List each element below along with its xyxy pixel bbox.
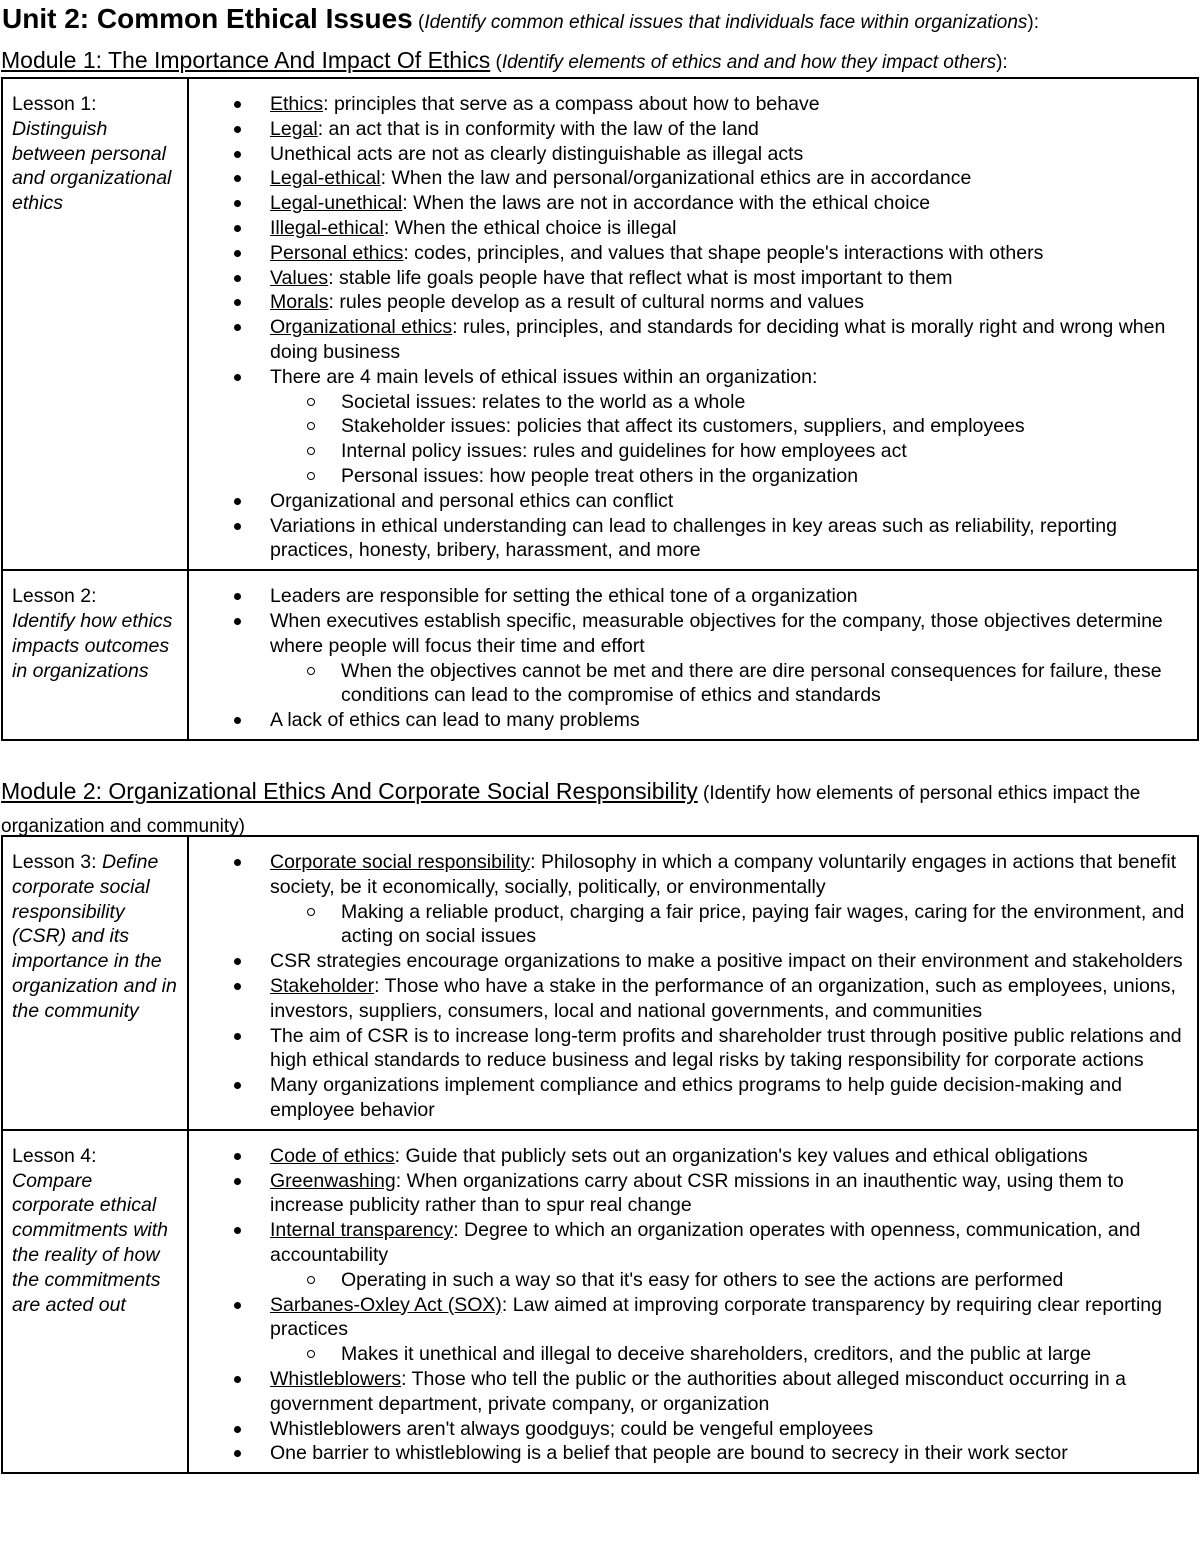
bullet-text: Unethical acts are not as clearly distinguishable as illegal acts [270,142,804,165]
lesson-row [2,836,1198,1130]
bullet-text: : When the laws are not in accordance with the ethical choice [402,192,931,215]
bullet-text: : Law aimed at improving corporate transparency by requiring clear reporting practices [270,1293,1162,1341]
lesson-number: Lesson 2: [12,585,97,608]
bullet-text: There are 4 main levels of ethical issues within an organization: [270,365,818,388]
bullet-item [189,850,1191,949]
sub-bullet-list [270,1342,1191,1367]
bullet-item [189,489,1191,514]
unit-title-text: Unit 2: Common Ethical Issues [2,3,413,34]
module-2-title: Module 2: Organizational Ethics And Corporate Social Responsibility [1,778,698,804]
bullet-item [189,584,1191,609]
bullet-item [189,241,1191,266]
term: Morals [270,291,329,314]
bullet-text: Variations in ethical understanding can lead to challenges in key areas such as reliability, reporting practices, honesty, bribery, harassment, and more [270,514,1117,562]
sub-bullet-list [270,1268,1191,1293]
term: Sarbanes-Oxley Act (SOX) [270,1293,502,1316]
bullet-text: : principles that serve as a compass about how to behave [323,93,820,115]
term: Corporate social responsibility [270,851,531,873]
bullet-text: Whistleblowers aren't always goodguys; could be vengeful employees [270,1417,874,1440]
bullet-text: : When the law and personal/organizational ethics are in accordance [380,167,972,190]
bullet-item [189,290,1191,315]
lesson-number: Lesson 4: [12,1144,97,1167]
bullet-list [189,1144,1191,1466]
lesson-description: Identify how ethics impacts outcomes in organizations [12,609,173,682]
bullet-text: When executives establish specific, measurable objectives for the company, those objectives determine where people will focus their time and effort [270,609,1163,657]
bullet-item [189,315,1191,365]
lesson-row [2,1130,1198,1473]
bullet-item [189,166,1191,191]
bullet-list [189,584,1191,733]
bullet-item [189,1218,1191,1292]
bullet-text: : When organizations carry about CSR missions in an inauthentic way, using them to increase publicity rather than to spur real change [270,1169,1124,1217]
module-2-heading [1,775,1191,844]
bullet-text: Many organizations implement compliance and ethics programs to help guide decision-making and employee behavior [270,1074,1122,1121]
bullet-item [189,708,1191,733]
bullet-item [189,117,1191,142]
sub-bullet-list [270,390,1191,489]
bullet-item [189,1293,1191,1367]
bullet-item [189,142,1191,167]
lesson-cell [2,78,188,570]
bullet-item [189,974,1191,1024]
bullet-item [189,949,1191,974]
bullet-item [189,1073,1191,1123]
bullet-text: : an act that is in conformity with the law of the land [317,117,759,140]
term: Whistleblowers [270,1367,402,1390]
sub-bullet-list [270,659,1191,709]
module-1-paren-close: ): [996,52,1008,73]
module-1-objective: Identify elements of ethics and and how they impact others [501,52,997,73]
term: Legal-unethical [270,192,403,215]
bullet-item [189,266,1191,291]
lesson-cell [2,570,188,740]
bullet-text: : rules people develop as a result of cultural norms and values [328,291,864,314]
unit-title [2,3,1039,40]
lesson-number: Lesson 3: [12,851,102,873]
bullet-item [189,609,1191,708]
bullet-text: : rules, principles, and standards for deciding what is morally right and wrong when doing business [270,316,1166,363]
sub-bullet-item: Operating in such a way so that it's easy for others to see the actions are performed [189,1268,1191,1293]
bullet-item [189,1367,1191,1417]
term: Ethics [270,93,324,115]
module-2-objective: Identify how elements of personal ethics impact the organization and community [1,783,1141,837]
sub-bullet-item: When the objectives cannot be met and there are dire personal consequences for failure, these conditions can lead to the compromise of ethics and standards [189,659,1191,709]
sub-bullet-item: Making a reliable product, charging a fair price, paying fair wages, caring for the environment, and acting on social issues [189,900,1191,950]
bullet-text: : stable life goals people have that reflect what is most important to them [328,266,953,289]
bullet-item [189,1417,1191,1442]
lesson-number: Lesson 1: [12,93,97,115]
sub-bullet-item: Personal issues: how people treat others in the organization [189,464,1191,489]
lesson-content [188,78,1198,570]
unit-objective: Identify common ethical issues that individuals face within organizations [424,12,1028,33]
lesson-content [188,1130,1198,1473]
sub-bullet-item: Internal policy issues: rules and guidelines for how employees act [189,439,1191,464]
lesson-cell [2,836,188,1130]
bullet-text: : Degree to which an organization operates with openness, communication, and accountability [270,1219,1141,1266]
lesson-row [2,78,1198,570]
term: Stakeholder [270,974,375,997]
sub-bullet-item: Stakeholder issues: policies that affect its customers, suppliers, and employees [189,414,1191,439]
sub-bullet-item: Makes it unethical and illegal to deceive shareholders, creditors, and the public at large [189,1342,1191,1367]
sub-bullet-item: Societal issues: relates to the world as a whole [189,390,1191,415]
bullet-text: A lack of ethics can lead to many problems [270,709,640,732]
lesson-content [188,570,1198,740]
bullet-text: : When the ethical choice is illegal [383,216,677,239]
module-1-table-body [2,78,1198,740]
lesson-row [2,570,1198,740]
bullet-text: CSR strategies encourage organizations to make a positive impact on their environment and stakeholders [270,950,1183,973]
lesson-description: Compare corporate ethical commitments with the reality of how the commitments are acted out [12,1169,169,1316]
term: Greenwashing [270,1169,396,1192]
module-1-title: Module 1: The Importance And Impact Of Ethics [1,47,491,73]
module-1-heading [1,45,1008,79]
term: Organizational ethics [270,316,453,339]
bullet-item [189,514,1191,564]
bullet-item [189,1144,1191,1169]
module-2-paren-open: ( [697,783,710,804]
bullet-text: : codes, principles, and values that shape people's interactions with others [403,241,1044,264]
bullet-text: Organizational and personal ethics can conflict [270,489,674,512]
bullet-list [189,850,1191,1123]
bullet-item [189,1169,1191,1219]
module-2-paren-close: ) [238,816,245,837]
module-2-lessons-table [1,835,1199,1474]
bullet-text: : Those who tell the public or the authorities about alleged misconduct occurring in a government department, private company, or organization [270,1367,1126,1415]
bullet-text: The aim of CSR is to increase long-term profits and shareholder trust through positive public relations and high ethical standards to reduce business and legal risks by taking responsibility for corporate actions [270,1024,1182,1072]
term: Legal-ethical [270,167,381,190]
bullet-item [189,1441,1191,1466]
module-1-lessons-table [1,77,1199,741]
module-2-table-body [2,836,1198,1473]
bullet-text: : Guide that publicly sets out an organization's key values and ethical obligations [394,1144,1088,1167]
unit-paren-open: ( [412,12,425,33]
term: Legal [270,117,318,140]
module-1-paren-open: ( [490,52,502,73]
bullet-list [189,92,1191,563]
bullet-item [189,1024,1191,1074]
term: Values [270,266,329,289]
bullet-item [189,216,1191,241]
bullet-item [189,191,1191,216]
lesson-description: Define corporate social responsibility (CSR) and its importance in the organization and in the community [12,851,177,1022]
term: Personal ethics [270,241,404,264]
term: Illegal-ethical [270,216,384,239]
bullet-item [189,365,1191,489]
term: Code of ethics [270,1144,395,1167]
lesson-content [188,836,1198,1130]
lesson-cell [2,1130,188,1473]
term: Internal transparency [270,1219,454,1242]
unit-paren-close: ): [1027,12,1040,33]
lesson-description: Distinguish between personal and organizational ethics [12,117,172,215]
bullet-text: : Those who have a stake in the performance of an organization, such as employees, unions, investors, suppliers, consumers, local and national governments, and communities [270,974,1176,1022]
bullet-text: One barrier to whistleblowing is a belief that people are bound to secrecy in their work sector [270,1442,1068,1465]
bullet-text: : Philosophy in which a company voluntarily engages in actions that benefit society, be it economically, socially, politically, or environmentally [270,851,1177,898]
bullet-item [189,92,1191,117]
sub-bullet-list [270,900,1191,950]
bullet-text: Leaders are responsible for setting the ethical tone of a organization [270,585,858,608]
